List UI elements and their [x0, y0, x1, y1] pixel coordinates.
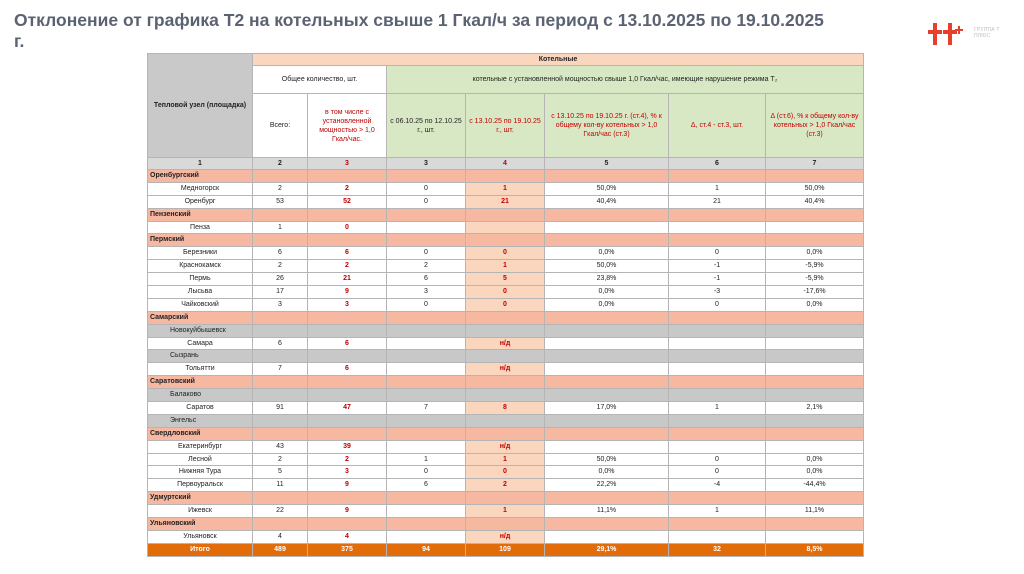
prev-violations-cell: 0 — [387, 298, 466, 311]
delta-cell — [669, 363, 766, 376]
over1-count-cell: 6 — [308, 247, 387, 260]
table-row — [148, 273, 864, 286]
table-row — [148, 182, 864, 195]
pct-cell: 0,0% — [545, 298, 669, 311]
delta-pct-cell — [766, 234, 864, 247]
table-row — [148, 324, 864, 337]
total-count-cell: 1 — [253, 221, 308, 234]
row-name-cell: Самарский — [148, 311, 253, 324]
col-total-header: Всего: — [253, 94, 308, 158]
over1-count-cell: 6 — [308, 363, 387, 376]
total-count-cell: 53 — [253, 195, 308, 208]
row-name-cell: Ульяновск — [148, 530, 253, 543]
over1-count-cell: 9 — [308, 479, 387, 492]
curr-violations-cell: н/д — [466, 337, 545, 350]
delta-cell: 0 — [669, 466, 766, 479]
delta-pct-cell — [766, 518, 864, 531]
pct-cell: 0,0% — [545, 247, 669, 260]
delta-cell: 0 — [669, 453, 766, 466]
pct-cell — [545, 363, 669, 376]
prev-violations-cell — [387, 311, 466, 324]
delta-cell: -1 — [669, 260, 766, 273]
boilers-header: Котельные — [253, 54, 864, 66]
pct-cell: 0,0% — [545, 286, 669, 299]
pct-cell — [545, 350, 669, 363]
curr-violations-cell: н/д — [466, 440, 545, 453]
row-name-cell: Саратовский — [148, 376, 253, 389]
delta-cell: 1 — [669, 505, 766, 518]
delta-cell — [669, 492, 766, 505]
column-number: 3 — [387, 158, 466, 170]
delta-cell — [669, 530, 766, 543]
curr-violations-cell: 1 — [466, 260, 545, 273]
pct-cell: 40,4% — [545, 195, 669, 208]
row-name-cell: Пензенский — [148, 208, 253, 221]
delta-pct-cell: 0,0% — [766, 453, 864, 466]
delta-cell — [669, 414, 766, 427]
prev-violations-cell: 3 — [387, 286, 466, 299]
row-name-cell: Краснокамск — [148, 260, 253, 273]
table-row — [148, 195, 864, 208]
total-count-cell: 6 — [253, 247, 308, 260]
curr-violations-cell — [466, 208, 545, 221]
total-count-cell: 17 — [253, 286, 308, 299]
delta-cell: 1 — [669, 182, 766, 195]
curr-violations-cell — [466, 376, 545, 389]
delta-cell — [669, 518, 766, 531]
row-name-cell: Чайковский — [148, 298, 253, 311]
delta-cell: 32 — [669, 543, 766, 556]
total-count-cell — [253, 311, 308, 324]
prev-violations-cell — [387, 505, 466, 518]
delta-pct-cell: 2,1% — [766, 402, 864, 415]
delta-pct-cell: 40,4% — [766, 195, 864, 208]
prev-violations-cell — [387, 414, 466, 427]
prev-violations-cell — [387, 337, 466, 350]
region-row — [148, 208, 864, 221]
pct-cell — [545, 440, 669, 453]
row-name-cell: Энгельс — [148, 414, 253, 427]
region-row — [148, 492, 864, 505]
row-name-cell: Ульяновский — [148, 518, 253, 531]
delta-pct-cell — [766, 337, 864, 350]
delta-cell — [669, 170, 766, 183]
curr-violations-cell — [466, 324, 545, 337]
over1-count-cell — [308, 414, 387, 427]
delta-cell — [669, 427, 766, 440]
table-row — [148, 260, 864, 273]
delta-cell — [669, 337, 766, 350]
over1-count-cell — [308, 389, 387, 402]
row-name-cell: Медногорск — [148, 182, 253, 195]
pct-cell — [545, 530, 669, 543]
over1-count-cell: 2 — [308, 182, 387, 195]
delta-cell — [669, 208, 766, 221]
prev-violations-cell — [387, 234, 466, 247]
prev-violations-cell — [387, 530, 466, 543]
over1-count-cell: 0 — [308, 221, 387, 234]
total-count-cell: 11 — [253, 479, 308, 492]
total-count-cell: 489 — [253, 543, 308, 556]
prev-violations-cell: 0 — [387, 195, 466, 208]
total-count-cell: 4 — [253, 530, 308, 543]
company-logo — [928, 20, 1008, 50]
over1-count-cell: 21 — [308, 273, 387, 286]
pct-cell: 17,0% — [545, 402, 669, 415]
prev-violations-cell — [387, 221, 466, 234]
table-row — [148, 350, 864, 363]
curr-violations-cell — [466, 311, 545, 324]
row-name-cell: Самара — [148, 337, 253, 350]
table-row — [148, 286, 864, 299]
total-count-cell — [253, 376, 308, 389]
total-count-cell: 2 — [253, 182, 308, 195]
total-count-cell — [253, 234, 308, 247]
table-row — [148, 402, 864, 415]
table-row — [148, 389, 864, 402]
delta-cell — [669, 324, 766, 337]
prev-violations-cell — [387, 518, 466, 531]
total-count-cell — [253, 208, 308, 221]
delta-pct-cell — [766, 389, 864, 402]
prev-violations-cell: 0 — [387, 466, 466, 479]
pct-cell — [545, 337, 669, 350]
pct-cell — [545, 414, 669, 427]
column-number: 7 — [766, 158, 864, 170]
curr-violations-cell: 5 — [466, 273, 545, 286]
total-count-cell — [253, 414, 308, 427]
curr-violations-cell: 21 — [466, 195, 545, 208]
col-delta-header: Δ, ст.4 - ст.3, шт. — [669, 94, 766, 158]
table-row — [148, 247, 864, 260]
column-number: 5 — [545, 158, 669, 170]
curr-violations-cell — [466, 518, 545, 531]
prev-violations-cell: 1 — [387, 453, 466, 466]
total-count-cell — [253, 492, 308, 505]
curr-violations-cell: 8 — [466, 402, 545, 415]
pct-cell: 50,0% — [545, 260, 669, 273]
region-row — [148, 376, 864, 389]
pct-cell — [545, 376, 669, 389]
row-name-cell: Саратов — [148, 402, 253, 415]
row-name-cell: Пермь — [148, 273, 253, 286]
table-row — [148, 363, 864, 376]
col-curr-header: с 13.10.25 по 19.10.25 г., шт. — [466, 94, 545, 158]
delta-pct-cell — [766, 440, 864, 453]
pct-cell: 11,1% — [545, 505, 669, 518]
over1-count-cell — [308, 208, 387, 221]
delta-pct-cell — [766, 324, 864, 337]
over1-count-cell — [308, 234, 387, 247]
table-row — [148, 453, 864, 466]
total-count-cell — [253, 170, 308, 183]
curr-violations-cell: 1 — [466, 182, 545, 195]
over1-count-cell — [308, 376, 387, 389]
region-row — [148, 311, 864, 324]
curr-violations-cell — [466, 234, 545, 247]
row-name-cell: Первоуральск — [148, 479, 253, 492]
delta-cell — [669, 234, 766, 247]
prev-violations-cell — [387, 208, 466, 221]
row-name-cell: Березники — [148, 247, 253, 260]
delta-pct-cell — [766, 170, 864, 183]
total-count-cell — [253, 350, 308, 363]
delta-cell — [669, 376, 766, 389]
col-over1-header: в том числе с установленной мощностью > 1,0 Гкал/час. — [308, 94, 387, 158]
delta-pct-cell: -5,9% — [766, 273, 864, 286]
row-name-cell: Екатеринбург — [148, 440, 253, 453]
pct-cell: 23,8% — [545, 273, 669, 286]
prev-violations-cell — [387, 440, 466, 453]
row-name-cell: Оренбург — [148, 195, 253, 208]
total-count-cell: 26 — [253, 273, 308, 286]
curr-violations-cell: 0 — [466, 298, 545, 311]
delta-pct-cell: 50,0% — [766, 182, 864, 195]
over1-count-cell — [308, 350, 387, 363]
delta-cell: -1 — [669, 273, 766, 286]
prev-violations-cell: 2 — [387, 260, 466, 273]
row-name-cell: Сызрань — [148, 350, 253, 363]
pct-cell — [545, 427, 669, 440]
total-count-cell — [253, 518, 308, 531]
pct-cell — [545, 492, 669, 505]
tplus-logo-icon — [928, 20, 968, 50]
over1-count-cell — [308, 170, 387, 183]
column-number: 1 — [148, 158, 253, 170]
pct-cell — [545, 389, 669, 402]
over1-count-cell: 3 — [308, 466, 387, 479]
prev-violations-cell: 7 — [387, 402, 466, 415]
delta-pct-cell: 0,0% — [766, 247, 864, 260]
total-count-cell: 2 — [253, 453, 308, 466]
prev-violations-cell — [387, 324, 466, 337]
delta-pct-cell — [766, 414, 864, 427]
pct-cell — [545, 170, 669, 183]
over1-count-cell — [308, 518, 387, 531]
table-row — [148, 298, 864, 311]
row-name-cell: Ижевск — [148, 505, 253, 518]
delta-pct-cell — [766, 350, 864, 363]
region-row — [148, 518, 864, 531]
prev-violations-cell: 0 — [387, 247, 466, 260]
prev-violations-cell — [387, 363, 466, 376]
prev-violations-cell — [387, 492, 466, 505]
row-name-cell: Лесной — [148, 453, 253, 466]
table-row — [148, 414, 864, 427]
over1-count-cell: 3 — [308, 298, 387, 311]
row-name-cell: Новокуйбышевск — [148, 324, 253, 337]
delta-pct-cell — [766, 208, 864, 221]
delta-cell: 1 — [669, 402, 766, 415]
curr-violations-cell — [466, 427, 545, 440]
total-count-cell — [253, 324, 308, 337]
over1-count-cell: 9 — [308, 505, 387, 518]
table-row — [148, 337, 864, 350]
row-name-cell: Оренбургский — [148, 170, 253, 183]
delta-pct-cell — [766, 311, 864, 324]
delta-cell — [669, 221, 766, 234]
delta-cell — [669, 389, 766, 402]
table-row — [148, 466, 864, 479]
total-count-cell: 3 — [253, 298, 308, 311]
pct-cell: 0,0% — [545, 466, 669, 479]
delta-cell — [669, 440, 766, 453]
over1-count-cell — [308, 427, 387, 440]
row-name-cell: Пенза — [148, 221, 253, 234]
curr-violations-cell: 0 — [466, 286, 545, 299]
delta-cell — [669, 311, 766, 324]
delta-pct-cell: 0,0% — [766, 466, 864, 479]
over1-count-cell: 2 — [308, 260, 387, 273]
curr-violations-cell — [466, 389, 545, 402]
total-count-cell: 6 — [253, 337, 308, 350]
violation-group-header: котельные с установленной мощностью свыше 1,0 Гкал/час, имеющие нарушение режима Т₂ — [387, 66, 864, 94]
table-row — [148, 440, 864, 453]
delta-pct-cell: 8,5% — [766, 543, 864, 556]
over1-count-cell — [308, 311, 387, 324]
delta-cell: 0 — [669, 247, 766, 260]
delta-pct-cell — [766, 221, 864, 234]
total-count-cell: 7 — [253, 363, 308, 376]
table-row — [148, 530, 864, 543]
prev-violations-cell — [387, 350, 466, 363]
curr-violations-cell: н/д — [466, 530, 545, 543]
delta-pct-cell — [766, 376, 864, 389]
curr-violations-cell — [466, 350, 545, 363]
pct-cell: 50,0% — [545, 453, 669, 466]
pct-cell — [545, 221, 669, 234]
column-numbers-row — [148, 158, 864, 170]
row-name-cell: Лысьва — [148, 286, 253, 299]
pct-cell — [545, 518, 669, 531]
col-pct-header: с 13.10.25 по 19.10.25 г. (ст.4), % к общему кол-ву котельных > 1,0 Гкал/час (ст.3) — [545, 94, 669, 158]
page-title: Отклонение от графика Т2 на котельных свыше 1 Гкал/ч за период с 13.10.2025 по 19.10.2025 г. — [14, 10, 824, 51]
curr-violations-cell — [466, 170, 545, 183]
curr-violations-cell — [466, 492, 545, 505]
prev-violations-cell — [387, 389, 466, 402]
row-name-cell: Балаково — [148, 389, 253, 402]
column-number: 4 — [466, 158, 545, 170]
over1-count-cell: 375 — [308, 543, 387, 556]
prev-violations-cell — [387, 376, 466, 389]
delta-pct-cell: -5,9% — [766, 260, 864, 273]
curr-violations-cell: н/д — [466, 363, 545, 376]
total-count-cell — [253, 389, 308, 402]
region-row — [148, 170, 864, 183]
prev-violations-cell: 6 — [387, 273, 466, 286]
table-row — [148, 221, 864, 234]
row-name-cell: Пермский — [148, 234, 253, 247]
row-name-cell: Нижняя Тура — [148, 466, 253, 479]
heat-node-header: Тепловой узел (площадка) — [148, 54, 253, 158]
curr-violations-cell: 1 — [466, 505, 545, 518]
row-name-cell: Свердловский — [148, 427, 253, 440]
column-number: 6 — [669, 158, 766, 170]
delta-cell: 21 — [669, 195, 766, 208]
curr-violations-cell: 109 — [466, 543, 545, 556]
curr-violations-cell: 0 — [466, 466, 545, 479]
total-count-cell: 5 — [253, 466, 308, 479]
pct-cell: 29,1% — [545, 543, 669, 556]
curr-violations-cell: 1 — [466, 453, 545, 466]
total-count-cell: 43 — [253, 440, 308, 453]
delta-cell — [669, 350, 766, 363]
delta-pct-cell: 0,0% — [766, 298, 864, 311]
curr-violations-cell — [466, 414, 545, 427]
delta-cell: -4 — [669, 479, 766, 492]
pct-cell — [545, 311, 669, 324]
curr-violations-cell — [466, 221, 545, 234]
deviation-table — [147, 53, 864, 557]
over1-count-cell — [308, 324, 387, 337]
table-row — [148, 479, 864, 492]
delta-pct-cell — [766, 530, 864, 543]
total-group-header: Общее количество, шт. — [253, 66, 387, 94]
total-count-cell — [253, 427, 308, 440]
curr-violations-cell: 0 — [466, 247, 545, 260]
pct-cell: 50,0% — [545, 182, 669, 195]
total-row — [148, 543, 864, 556]
total-count-cell: 2 — [253, 260, 308, 273]
over1-count-cell: 4 — [308, 530, 387, 543]
column-number: 2 — [253, 158, 308, 170]
over1-count-cell: 52 — [308, 195, 387, 208]
delta-pct-cell: -44,4% — [766, 479, 864, 492]
region-row — [148, 234, 864, 247]
delta-pct-cell — [766, 363, 864, 376]
col-prev-header: с 06.10.25 по 12.10.25 г., шт. — [387, 94, 466, 158]
total-count-cell: 22 — [253, 505, 308, 518]
pct-cell — [545, 208, 669, 221]
over1-count-cell: 2 — [308, 453, 387, 466]
delta-cell: 0 — [669, 298, 766, 311]
over1-count-cell — [308, 492, 387, 505]
total-count-cell: 91 — [253, 402, 308, 415]
prev-violations-cell: 0 — [387, 182, 466, 195]
region-row — [148, 427, 864, 440]
over1-count-cell: 6 — [308, 337, 387, 350]
table-row — [148, 505, 864, 518]
col-delta-pct-header: Δ (ст.6), % к общему кол-ву котельных > 1,0 Гкал/час (ст.3) — [766, 94, 864, 158]
row-name-cell: Итого — [148, 543, 253, 556]
row-name-cell: Тольятти — [148, 363, 253, 376]
delta-pct-cell — [766, 492, 864, 505]
delta-pct-cell: -17,6% — [766, 286, 864, 299]
prev-violations-cell: 6 — [387, 479, 466, 492]
curr-violations-cell: 2 — [466, 479, 545, 492]
row-name-cell: Удмуртский — [148, 492, 253, 505]
pct-cell — [545, 234, 669, 247]
prev-violations-cell — [387, 170, 466, 183]
over1-count-cell: 39 — [308, 440, 387, 453]
delta-pct-cell — [766, 427, 864, 440]
prev-violations-cell: 94 — [387, 543, 466, 556]
delta-pct-cell: 11,1% — [766, 505, 864, 518]
over1-count-cell: 9 — [308, 286, 387, 299]
logo-text: ГРУППА Т ПЛЮС — [974, 27, 1000, 39]
pct-cell: 22,2% — [545, 479, 669, 492]
pct-cell — [545, 324, 669, 337]
delta-cell: -3 — [669, 286, 766, 299]
over1-count-cell: 47 — [308, 402, 387, 415]
column-number: 3 — [308, 158, 387, 170]
prev-violations-cell — [387, 427, 466, 440]
